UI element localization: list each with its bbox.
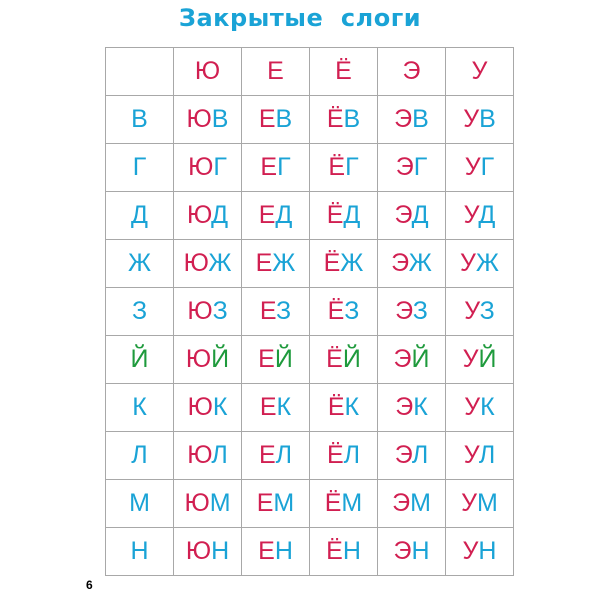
syllable-cell — [174, 144, 242, 192]
syllable-cell — [242, 336, 310, 384]
syllable-vowel: Ё — [326, 105, 344, 133]
consonant-header-cell: В — [106, 96, 174, 144]
consonant-header-cell: Л — [106, 432, 174, 480]
syllable-vowel: Ю — [186, 105, 212, 133]
syllable-vowel: Е — [258, 441, 276, 469]
syllable-cell — [310, 480, 378, 528]
syllable-cell — [174, 192, 242, 240]
syllable-cell — [446, 96, 514, 144]
syllable-consonant: Н — [211, 537, 230, 565]
syllable-vowel: У — [464, 393, 481, 421]
syllable-row — [106, 192, 514, 240]
syllable-consonant: Н — [411, 537, 430, 565]
syllable-vowel: У — [462, 345, 479, 373]
syllable-cell — [242, 432, 310, 480]
syllable-consonant: Й — [211, 345, 230, 373]
syllable-vowel: Э — [392, 489, 411, 517]
syllable-consonant: З — [479, 297, 495, 325]
syllable-cell — [378, 288, 446, 336]
syllable-consonant: Л — [211, 441, 228, 469]
syllable-consonant: Н — [342, 537, 361, 565]
syllable-consonant: Г — [213, 153, 227, 181]
syllable-cell — [242, 480, 310, 528]
consonant-header-cell: Ж — [106, 240, 174, 288]
syllable-cell — [310, 192, 378, 240]
syllable-cell — [310, 240, 378, 288]
syllable-cell — [174, 480, 242, 528]
syllable-vowel: Е — [259, 297, 277, 325]
syllable-vowel: У — [463, 201, 479, 229]
syllable-consonant: Г — [413, 153, 428, 181]
syllable-cell — [310, 432, 378, 480]
vowel-header-cell: У — [446, 48, 514, 96]
syllable-cell — [378, 144, 446, 192]
syllable-consonant: З — [276, 297, 292, 325]
syllable-cell — [310, 96, 378, 144]
syllable-consonant: Н — [274, 537, 293, 565]
syllable-consonant: З — [212, 297, 228, 325]
vowel-header-cell: Ё — [310, 48, 378, 96]
syllable-consonant: В — [343, 105, 361, 133]
syllable-cell — [310, 288, 378, 336]
syllable-row — [106, 480, 514, 528]
syllable-vowel: Е — [258, 345, 275, 373]
syllable-consonant: З — [412, 297, 428, 325]
syllable-vowel: Ю — [183, 249, 209, 277]
vowel-header-cell: Ю — [174, 48, 242, 96]
syllable-consonant: Г — [277, 153, 291, 181]
syllable-cell — [242, 96, 310, 144]
syllable-consonant: В — [412, 105, 429, 133]
syllable-cell — [242, 288, 310, 336]
consonant-header-cell: Д — [106, 192, 174, 240]
syllable-consonant: М — [273, 489, 295, 517]
header-row — [106, 48, 514, 96]
syllable-vowel: Э — [393, 537, 412, 565]
syllable-cell — [378, 192, 446, 240]
consonant-header-cell: Г — [106, 144, 174, 192]
syllable-row — [106, 528, 514, 576]
syllable-cell — [378, 336, 446, 384]
syllable-vowel: Ё — [323, 249, 341, 277]
syllable-vowel: Ё — [327, 297, 345, 325]
syllable-row — [106, 288, 514, 336]
syllable-table — [105, 47, 514, 576]
syllable-vowel: Ё — [326, 537, 343, 565]
syllable-cell — [174, 336, 242, 384]
syllable-consonant: Г — [480, 153, 495, 181]
syllable-vowel: У — [462, 537, 479, 565]
syllable-vowel: Ю — [187, 441, 212, 469]
consonant-header-cell: М — [106, 480, 174, 528]
syllable-vowel: Ю — [188, 153, 214, 181]
syllable-vowel: Ю — [187, 297, 213, 325]
syllable-consonant: В — [479, 105, 496, 133]
syllable-vowel: Е — [256, 489, 274, 517]
syllable-vowel: У — [461, 489, 478, 517]
syllable-consonant: М — [477, 489, 498, 517]
syllable-vowel: Е — [258, 537, 275, 565]
syllable-consonant: В — [211, 105, 229, 133]
syllable-vowel: Ю — [187, 393, 213, 421]
syllable-vowel: Ю — [186, 201, 212, 229]
syllable-consonant: Д — [343, 201, 361, 229]
syllable-cell — [174, 432, 242, 480]
syllable-consonant: Л — [275, 441, 293, 469]
syllable-consonant: З — [344, 297, 360, 325]
syllable-cell — [378, 432, 446, 480]
syllable-cell — [446, 144, 514, 192]
syllable-cell — [310, 384, 378, 432]
syllable-cell — [446, 288, 514, 336]
syllable-cell — [446, 192, 514, 240]
syllable-cell — [378, 384, 446, 432]
syllable-cell — [446, 336, 514, 384]
syllable-cell — [242, 144, 310, 192]
syllable-consonant: Н — [478, 537, 497, 565]
syllable-row — [106, 144, 514, 192]
syllable-vowel: Е — [258, 105, 276, 133]
syllable-vowel: Э — [395, 393, 414, 421]
syllable-consonant: К — [212, 393, 228, 421]
syllable-cell — [174, 240, 242, 288]
syllable-vowel: У — [463, 441, 479, 469]
syllable-cell — [446, 528, 514, 576]
page-title: Закрытые слоги — [178, 4, 422, 32]
syllable-vowel: Ё — [328, 153, 346, 181]
consonant-header-cell: Н — [106, 528, 174, 576]
syllable-consonant: Ж — [208, 249, 232, 277]
syllable-cell — [446, 480, 514, 528]
syllable-consonant: М — [209, 489, 231, 517]
consonant-header-cell: З — [106, 288, 174, 336]
syllable-consonant: Й — [274, 345, 293, 373]
syllable-cell — [378, 240, 446, 288]
syllable-cell — [242, 240, 310, 288]
page-number: 6 — [86, 578, 93, 592]
syllable-cell — [310, 144, 378, 192]
syllable-consonant: Д — [411, 201, 429, 229]
syllable-vowel: У — [463, 105, 480, 133]
syllable-consonant: Ж — [272, 249, 296, 277]
syllable-cell — [242, 192, 310, 240]
syllable-vowel: Э — [394, 201, 412, 229]
syllable-vowel: Ю — [184, 489, 210, 517]
syllable-vowel: У — [460, 249, 476, 277]
syllable-consonant: Ж — [475, 249, 499, 277]
syllable-consonant: В — [275, 105, 293, 133]
syllable-vowel: Е — [255, 249, 273, 277]
syllable-cell — [310, 336, 378, 384]
vowel-header-cell: Э — [378, 48, 446, 96]
syllable-vowel: Э — [395, 153, 414, 181]
syllable-consonant: К — [276, 393, 292, 421]
corner-cell — [106, 48, 174, 96]
syllable-vowel: Е — [260, 153, 278, 181]
syllable-consonant: Ж — [340, 249, 364, 277]
syllable-cell — [378, 96, 446, 144]
syllable-vowel: Ё — [326, 201, 344, 229]
syllable-consonant: К — [480, 393, 495, 421]
syllable-vowel: У — [464, 297, 480, 325]
syllable-consonant: Й — [411, 345, 430, 373]
syllable-consonant: Г — [345, 153, 359, 181]
syllable-vowel: Ё — [326, 441, 344, 469]
syllable-cell — [446, 384, 514, 432]
syllable-vowel: Э — [391, 249, 409, 277]
syllable-row — [106, 240, 514, 288]
syllable-consonant: Й — [478, 345, 497, 373]
consonant-header-cell: Й — [106, 336, 174, 384]
syllable-vowel: Ю — [185, 537, 212, 565]
syllable-row — [106, 432, 514, 480]
syllable-cell — [310, 528, 378, 576]
syllable-vowel: Ё — [324, 489, 342, 517]
syllable-cell — [174, 288, 242, 336]
syllable-cell — [174, 384, 242, 432]
syllable-consonant: М — [341, 489, 363, 517]
syllable-consonant: Д — [211, 201, 229, 229]
syllable-vowel: Ё — [326, 345, 343, 373]
syllable-cell — [242, 384, 310, 432]
syllable-consonant: Л — [343, 441, 361, 469]
consonant-header-cell: К — [106, 384, 174, 432]
syllable-cell — [378, 528, 446, 576]
syllable-cell — [446, 432, 514, 480]
syllable-vowel: Э — [394, 105, 413, 133]
syllable-vowel: Е — [258, 201, 276, 229]
syllable-vowel: Э — [395, 297, 413, 325]
syllable-cell — [446, 240, 514, 288]
syllable-consonant: Л — [411, 441, 429, 469]
vowel-header-cell: Е — [242, 48, 310, 96]
syllable-row — [106, 336, 514, 384]
syllable-cell — [242, 528, 310, 576]
syllable-consonant: М — [410, 489, 431, 517]
syllable-vowel: Э — [394, 441, 412, 469]
syllable-consonant: К — [344, 393, 360, 421]
syllable-vowel: У — [464, 153, 481, 181]
syllable-consonant: Ж — [408, 249, 432, 277]
syllable-consonant: Д — [478, 201, 496, 229]
syllable-row — [106, 384, 514, 432]
syllable-cell — [174, 528, 242, 576]
syllable-consonant: Л — [478, 441, 496, 469]
syllable-vowel: Ё — [327, 393, 345, 421]
syllable-row — [106, 96, 514, 144]
syllable-cell — [378, 480, 446, 528]
syllable-consonant: Й — [342, 345, 361, 373]
syllable-vowel: Э — [393, 345, 412, 373]
syllable-vowel: Е — [259, 393, 277, 421]
syllable-vowel: Ю — [185, 345, 212, 373]
syllable-cell — [174, 96, 242, 144]
syllable-consonant: К — [413, 393, 428, 421]
syllable-consonant: Д — [275, 201, 293, 229]
